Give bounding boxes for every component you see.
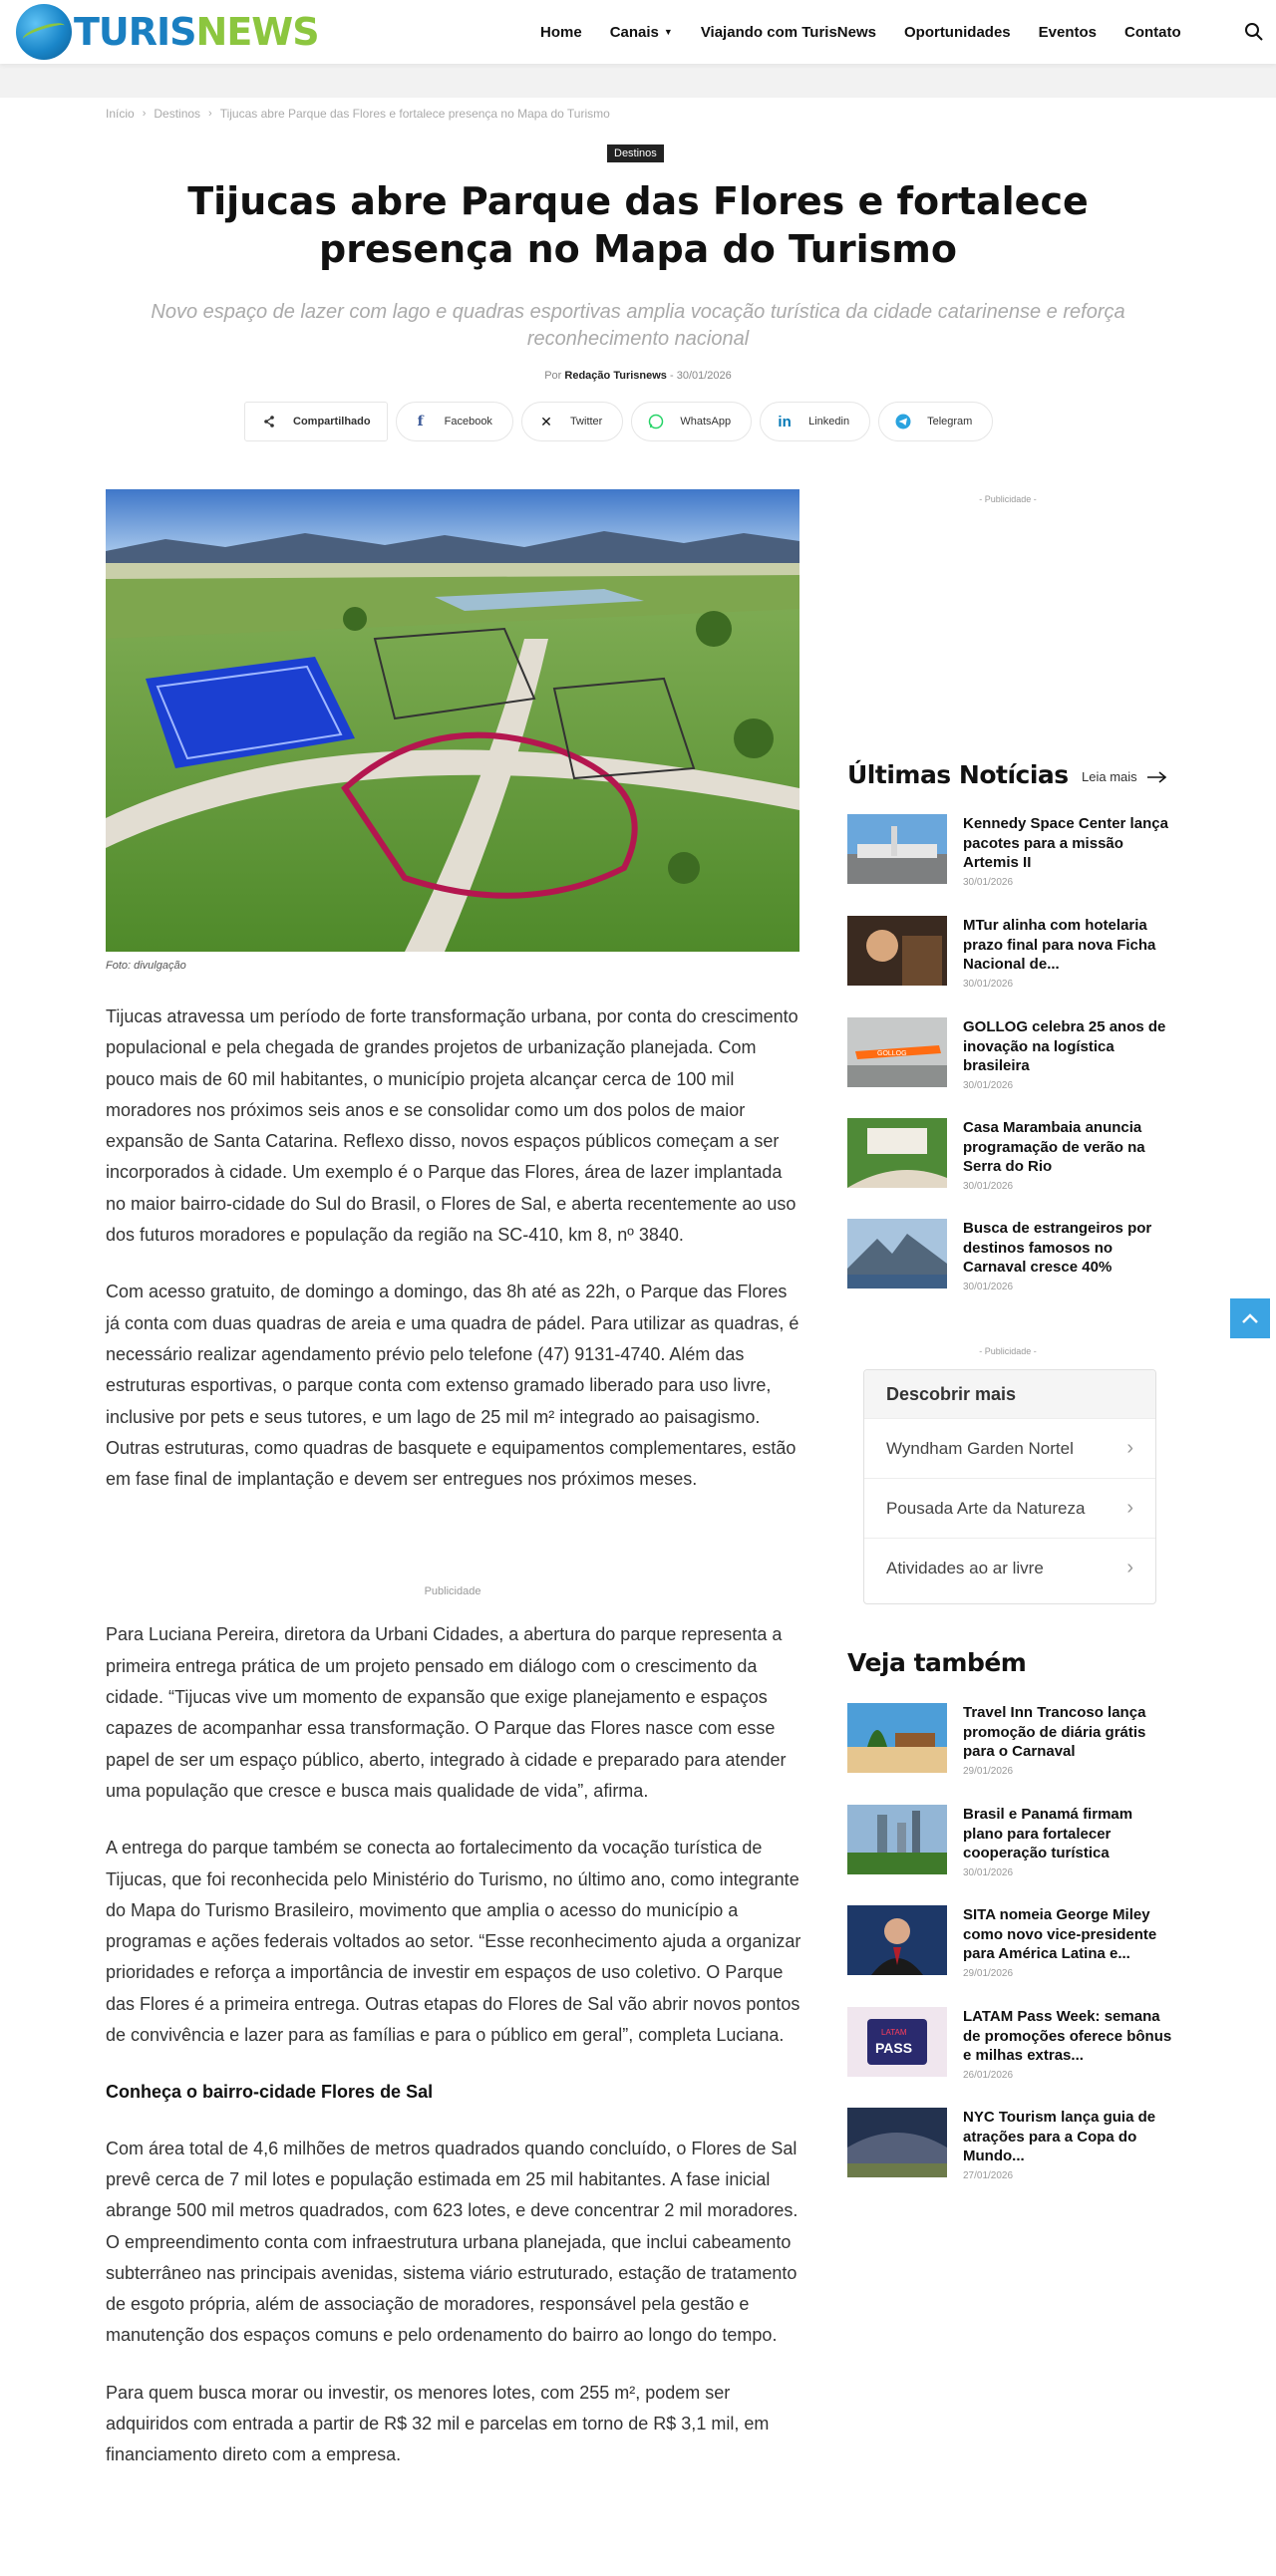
discover-item[interactable] — [864, 1538, 1155, 1597]
news-thumbnail[interactable] — [847, 1905, 947, 1975]
news-title[interactable]: MTur alinha com hotelaria prazo final para nova Ficha Nacional de... — [963, 917, 1156, 973]
discover-more-title: Descobrir mais — [864, 1370, 1155, 1418]
latest-news-item[interactable] — [847, 916, 1176, 996]
news-title[interactable]: Casa Marambaia anuncia programação de verão na Serra do Rio — [963, 1119, 1145, 1175]
news-title[interactable]: Brasil e Panamá firmam plano para fortalecer cooperação turística — [963, 1806, 1133, 1861]
site-header — [0, 0, 1276, 64]
nav-home-label: Home — [540, 23, 582, 41]
see-also-item[interactable] — [847, 2108, 1176, 2187]
news-date: 30/01/2026 — [963, 1181, 1014, 1192]
news-date: 30/01/2026 — [963, 1080, 1014, 1091]
discover-item-label: Atividades ao ar livre — [886, 1558, 1044, 1577]
share-icon — [259, 412, 279, 431]
chevron-right-icon: › — [1126, 1557, 1133, 1578]
share-telegram-label: Telegram — [927, 416, 973, 428]
share-button[interactable] — [244, 402, 388, 441]
byline-separator: - — [669, 370, 674, 382]
see-also-item[interactable] — [847, 1703, 1176, 1783]
news-thumbnail[interactable] — [847, 1805, 947, 1874]
breadcrumb — [106, 107, 610, 121]
news-date: 30/01/2026 — [963, 877, 1014, 888]
nav-contato[interactable] — [1124, 24, 1181, 41]
nav-canais-label: Canais — [609, 23, 659, 41]
nav-oportunidades-label: Oportunidades — [903, 23, 1011, 41]
latest-news-item[interactable] — [847, 1017, 1176, 1097]
share-twitter-label: Twitter — [569, 416, 603, 428]
share-linkedin-button[interactable] — [760, 402, 870, 441]
news-date: 30/01/2026 — [963, 1867, 1014, 1878]
news-thumbnail[interactable] — [847, 2007, 947, 2077]
breadcrumb-current: Tijucas abre Parque das Flores e fortalece presença no Mapa do Turismo — [219, 107, 610, 121]
see-also-item[interactable] — [847, 2007, 1176, 2087]
news-title[interactable]: LATAM Pass Week: semana de promoções oferece bônus e milhas extras... — [963, 2008, 1172, 2064]
logo-text — [74, 10, 319, 54]
discover-item[interactable] — [864, 1418, 1155, 1478]
latest-news-title: Últimas Notícias — [847, 760, 1069, 789]
x-twitter-icon: ✕ — [540, 413, 552, 429]
share-facebook-label: Facebook — [444, 416, 492, 428]
chevron-right-icon: › — [1126, 1497, 1133, 1519]
discover-item[interactable] — [864, 1478, 1155, 1538]
nav-viajando-label: Viajando com TurisNews — [700, 23, 876, 41]
telegram-icon — [893, 412, 913, 431]
sidebar-ad-label-2: - Publicidade - — [979, 1346, 1037, 1356]
article-body — [106, 1002, 803, 2497]
article-subtitle: Novo espaço de lazer com lago e quadras esportivas amplia vocação turística da cidade catarinense e reforça reconhecimento nacional — [151, 301, 1125, 350]
article-byline — [0, 370, 1276, 382]
nav-contato-label: Contato — [1124, 23, 1181, 41]
nav-canais[interactable] — [610, 24, 673, 41]
nav-eventos[interactable] — [1039, 24, 1097, 41]
image-caption: Foto: divulgação — [106, 960, 186, 972]
whatsapp-icon — [646, 412, 666, 431]
news-title[interactable]: GOLLOG celebra 25 anos de inovação na logística brasileira — [963, 1018, 1166, 1074]
news-date: 26/01/2026 — [963, 2070, 1014, 2081]
news-thumbnail[interactable] — [847, 1017, 947, 1087]
article-paragraph: Para quem busca morar ou investir, os menores lotes, com 255 m², podem ser adquiridos com entrada a partir de R$ 32 mil e parcelas em torno de R$ 3,1 mil, em financiamento direto com a empresa. — [106, 2382, 770, 2465]
breadcrumb-separator-icon: › — [208, 108, 212, 120]
share-facebook-button[interactable] — [396, 402, 513, 441]
discover-item-label: Wyndham Garden Nortel — [886, 1438, 1074, 1458]
news-title[interactable]: Kennedy Space Center lança pacotes para a missão Artemis II — [963, 815, 1168, 871]
site-logo[interactable] — [16, 4, 319, 60]
news-date: 29/01/2026 — [963, 1766, 1014, 1777]
article-paragraph: Com área total de 4,6 milhões de metros quadrados quando concluído, o Flores de Sal prevê cerca de 7 mil lotes e população estimada em 25 mil habitantes. A fase inicial abrange 500 mil metros quadrados, com 623 lotes, e deve concentrar 2 mil moradores. O empreendimento conta com infraestrutura urbana planejada, que inclui cabeamento subterrâneo nas principais avenidas, sistema viário estruturado, estação de tratamento de esgoto própria, além de associação de moradores, responsável pela gestão e manutenção dos espaços comuns e pelo ordenamento do bairro ao longo do tempo. — [106, 2138, 798, 2346]
article-title: Tijucas abre Parque das Flores e fortalece presença no Mapa do Turismo — [187, 179, 1089, 271]
share-button-label: Compartilhado — [293, 416, 371, 428]
news-date: 27/01/2026 — [963, 2170, 1014, 2181]
see-also-item[interactable] — [847, 1905, 1176, 1985]
author-link[interactable]: Redação Turisnews — [564, 370, 667, 382]
chevron-down-icon: ▼ — [663, 27, 673, 37]
see-also-title: Veja também — [847, 1648, 1027, 1677]
article-hero-image — [106, 489, 799, 952]
logo-text-turis: TURIS — [74, 10, 196, 54]
chevron-right-icon: › — [1126, 1437, 1133, 1459]
article-paragraph: A entrega do parque também se conecta ao fortalecimento da vocação turística de Tijucas, que foi reconhecida pelo Ministério do Turismo, no último ano, como integrante do Mapa do Turismo Brasileiro, movimento que amplia o acesso do município a programas e ações federais voltados ao setor. “Esse reconhecimento ajuda a organizar prioridades e reforça a importância de investir em espaços de uso coletivo. O Parque das Flores é a primeira entrega. Outras etapas do Flores de Sal vão abrir novos pontos de convivência e lazer para as famílias e para o público em geral”, completa Luciana. — [106, 1838, 801, 2046]
discover-item-label: Pousada Arte da Natureza — [886, 1498, 1086, 1518]
main-nav — [540, 0, 1209, 64]
scroll-to-top-button[interactable] — [1230, 1298, 1270, 1338]
news-title[interactable]: Busca de estrangeiros por destinos famosos no Carnaval cresce 40% — [963, 1220, 1152, 1276]
discover-more-box — [863, 1369, 1156, 1604]
share-twitter-button[interactable] — [521, 402, 623, 441]
ad-strip — [0, 64, 1276, 98]
chevron-up-icon — [1241, 1312, 1259, 1324]
nav-home[interactable] — [540, 24, 582, 41]
breadcrumb-home[interactable]: Início — [106, 107, 135, 121]
arrow-right-icon — [1147, 771, 1167, 783]
read-more-label: Leia mais — [1082, 769, 1137, 784]
news-thumbnail[interactable] — [847, 916, 947, 986]
news-date: 29/01/2026 — [963, 1968, 1014, 1979]
logo-globe-icon — [16, 4, 72, 60]
article-paragraph: Com acesso gratuito, de domingo a domingo, das 8h até as 22h, o Parque das Flores já conta com duas quadras de areia e uma quadra de pádel. Para utilizar as quadras, é necessário realizar agendamento prévio pelo telefone (47) 9131-4740. Além das estruturas esportivas, o parque conta com extenso gramado liberado para uso livre, inclusive por pets e seus tutores, e um lago de 25 mil m² integrado ao paisagismo. Outras estruturas, como quadras de basquete e equipamentos complementares, estão em fase final de implantação e devem ser entregues nos próximos meses. — [106, 1282, 799, 1490]
see-also-item[interactable] — [847, 1805, 1176, 1884]
breadcrumb-category[interactable]: Destinos — [154, 107, 201, 121]
nav-oportunidades[interactable] — [904, 24, 1011, 41]
article-paragraph: Para Luciana Pereira, diretora da Urbani Cidades, a abertura do parque representa a primeira entrega prática de um projeto pensado em diálogo com o crescimento da cidade. “Tijucas vive um momento de expansão que exige planejamento e espaços capazes de acompanhar essa transformação. O Parque das Flores nasce com esse papel de ser um espaço público, aberto, integrado à cidade e preparado para atender uma população que cresce e busca mais qualidade de vida”, afirma. — [106, 1624, 787, 1801]
latest-news-item[interactable] — [847, 1219, 1176, 1298]
nav-viajando[interactable] — [701, 24, 876, 41]
news-thumbnail[interactable] — [847, 1219, 947, 1288]
nav-eventos-label: Eventos — [1038, 23, 1098, 41]
article-date: 30/01/2026 — [676, 370, 732, 382]
news-date: 30/01/2026 — [963, 979, 1014, 990]
latam-thumb-pass: PASS — [875, 2040, 913, 2056]
gollog-thumb-text: GOLLOG — [877, 1050, 907, 1057]
sidebar-ad-label: - Publicidade - — [979, 494, 1037, 504]
share-telegram-button[interactable] — [878, 402, 993, 441]
linkedin-icon: in — [778, 413, 792, 430]
news-title[interactable]: NYC Tourism lança guia de atrações para a Copa do Mundo... — [963, 2109, 1156, 2164]
read-more-link[interactable] — [1082, 769, 1167, 784]
category-badge[interactable]: Destinos — [607, 144, 664, 162]
news-title[interactable]: Travel Inn Trancoso lança promoção de diária grátis para o Carnaval — [963, 1704, 1146, 1760]
latam-thumb-brand: LATAM — [881, 2028, 907, 2037]
inline-ad-label: Publicidade — [424, 1585, 481, 1597]
article-paragraph: Tijucas atravessa um período de forte transformação urbana, por conta do crescimento populacional e pela chegada de grandes projetos de urbanização planejada. Com pouco mais de 60 mil habitantes, o município projeta alcançar cerca de 100 mil moradores nos próximos seis anos e se consolidar como um dos polos de maior expansão de Santa Catarina. Reflexo disso, novos espaços públicos começam a ser incorporados à cidade. Um exemplo é o Parque das Flores, área de lazer implantada no maior bairro-cidade do Sul do Brasil, o Flores de Sal, e aberta recentemente ao uso dos futuros moradores e população da região na SC-410, km 8, nº 3840. — [106, 1006, 798, 1246]
news-thumbnail[interactable] — [847, 2108, 947, 2177]
facebook-icon: f — [417, 414, 424, 429]
article-subheading: Conheça o bairro-cidade Flores de Sal — [106, 2082, 434, 2103]
latest-news-item[interactable] — [847, 814, 1176, 894]
share-bar — [244, 402, 1001, 441]
news-thumbnail[interactable] — [847, 1118, 947, 1188]
logo-text-news: NEWS — [195, 10, 319, 54]
news-date: 30/01/2026 — [963, 1282, 1014, 1292]
news-thumbnail[interactable] — [847, 1703, 947, 1773]
search-icon[interactable] — [1244, 22, 1264, 42]
news-thumbnail[interactable] — [847, 814, 947, 884]
byline-prefix: Por — [544, 370, 562, 382]
share-whatsapp-label: WhatsApp — [680, 416, 732, 428]
share-linkedin-label: Linkedin — [808, 416, 850, 428]
breadcrumb-separator-icon: › — [142, 108, 147, 120]
share-whatsapp-button[interactable] — [631, 402, 752, 441]
latest-news-item[interactable] — [847, 1118, 1176, 1198]
news-title[interactable]: SITA nomeia George Miley como novo vice-presidente para América Latina e... — [963, 1906, 1157, 1962]
